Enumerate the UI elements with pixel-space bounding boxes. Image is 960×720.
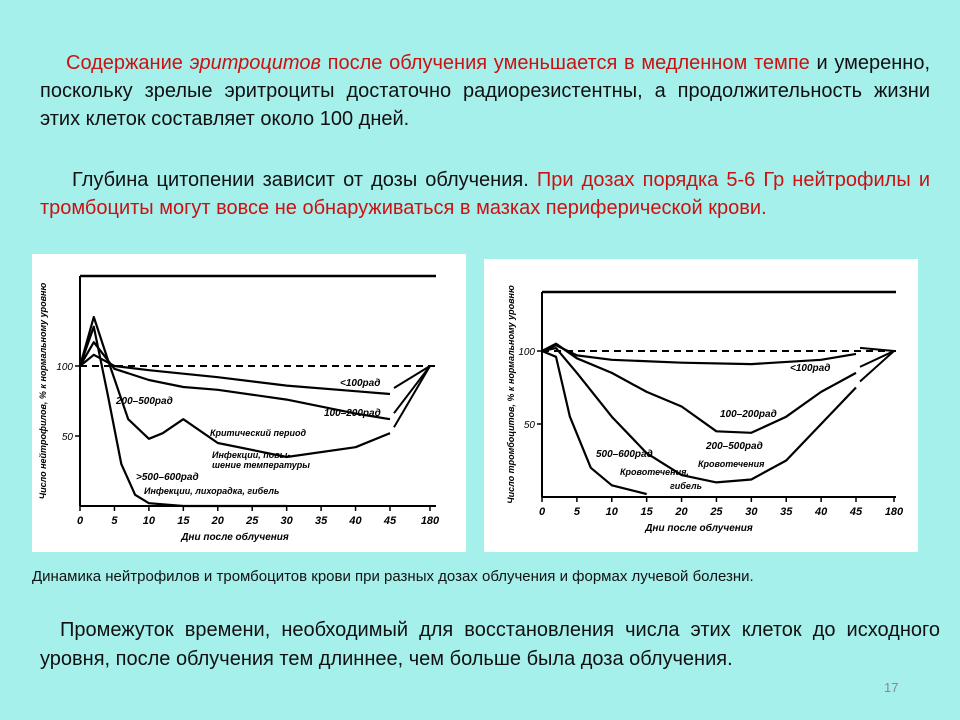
series-label: 200–500рад (706, 441, 763, 452)
annotation: Критический период (210, 428, 307, 438)
series-label: 100–200рад (720, 409, 777, 420)
series-label: >500–600рад (136, 472, 199, 483)
platelet-chart (484, 259, 918, 552)
recovery-line (860, 351, 894, 367)
annotation: Инфекции, лихорадка, гибель (144, 486, 280, 496)
x-tick-label: 180 (420, 515, 440, 527)
x-tick-label: 0 (538, 506, 546, 518)
x-tick-label: 30 (745, 506, 758, 518)
series-label: 500–600рад (596, 449, 653, 460)
series-label: <100рад (790, 363, 831, 374)
page-number: 17 (884, 680, 899, 695)
x-tick-label: 45 (849, 506, 863, 518)
paragraph-erythrocytes (40, 49, 930, 133)
recovery-line (394, 366, 430, 413)
paragraph-cytopenia (40, 166, 930, 222)
text-red-1: Содержание (66, 52, 190, 74)
series-label: 200–500рад (116, 396, 173, 407)
series-line (542, 345, 856, 364)
x-axis-label: Дни после облучения (181, 532, 289, 543)
x-tick-label: 30 (280, 515, 293, 527)
x-tick-label: 40 (349, 515, 362, 527)
figure-caption: Динамика нейтрофилов и тромбоцитов крови при разных дозах облучения и формах лучевой болезни. (32, 568, 754, 585)
paragraph-recovery: Промежуток времени, необходимый для восстановления числа этих клеток до исходного уровня, после облучения тем длиннее, чем больше была доза облучения. (40, 619, 940, 670)
text-red: При дозах порядка 5-6 Гр нейтрофилы и тромбоциты могут вовсе не обнаруживаться в мазках периферической крови. (40, 169, 930, 219)
x-tick-label: 5 (573, 506, 580, 518)
x-tick-label: 45 (383, 515, 397, 527)
annotation: гибель (670, 481, 702, 491)
x-tick-label: 35 (314, 515, 328, 527)
text-red-2: после облучения уменьшается в медленном темпе (320, 52, 810, 74)
text-black: Глубина цитопении зависит от дозы облучения. (72, 169, 537, 191)
text-black: и умеренно, поскольку зрелые эритроциты достаточно радиорезистентны, а продолжительность жизни этих клеток составляет около 100 дней. (40, 52, 930, 130)
x-tick-label: 5 (111, 515, 118, 527)
x-tick-label: 0 (76, 515, 84, 527)
x-tick-label: 10 (142, 515, 156, 527)
series-label: 100–200рад (324, 408, 381, 419)
annotation: Кровотечения (698, 459, 765, 469)
recovery-line (394, 366, 430, 427)
annotation: Кровотечения, (620, 467, 689, 477)
annotation: шение температуры (212, 460, 310, 470)
platelet-chart-panel (484, 259, 918, 552)
x-tick-label: 15 (177, 515, 190, 527)
annotation: Инфекции, повы- (212, 450, 291, 460)
y-tick-label: 100 (518, 347, 535, 358)
recovery-line (860, 348, 894, 351)
x-tick-label: 180 (884, 506, 904, 518)
x-tick-label: 25 (246, 515, 259, 527)
text-red-italic: эритроцитов (189, 52, 321, 74)
x-tick-label: 25 (710, 506, 723, 518)
y-axis-label: Число тромбоцитов, % к нормальному уровню (506, 285, 516, 504)
y-axis-label: Число нейтрофилов, % к нормальному уровню (38, 282, 48, 500)
x-tick-label: 10 (605, 506, 618, 518)
x-tick-label: 20 (211, 515, 224, 527)
recovery-line (860, 351, 894, 382)
x-tick-label: 20 (675, 506, 688, 518)
series-label: <100рад (340, 378, 381, 389)
x-tick-label: 15 (640, 506, 653, 518)
y-tick-label: 50 (523, 420, 535, 431)
neutrophil-chart (32, 254, 466, 552)
neutrophil-chart-panel (32, 254, 466, 552)
x-axis-label: Дни после облучения (645, 523, 753, 534)
x-tick-label: 40 (814, 506, 828, 518)
x-tick-label: 35 (780, 506, 793, 518)
y-tick-label: 50 (61, 432, 73, 443)
y-tick-label: 100 (56, 362, 73, 373)
